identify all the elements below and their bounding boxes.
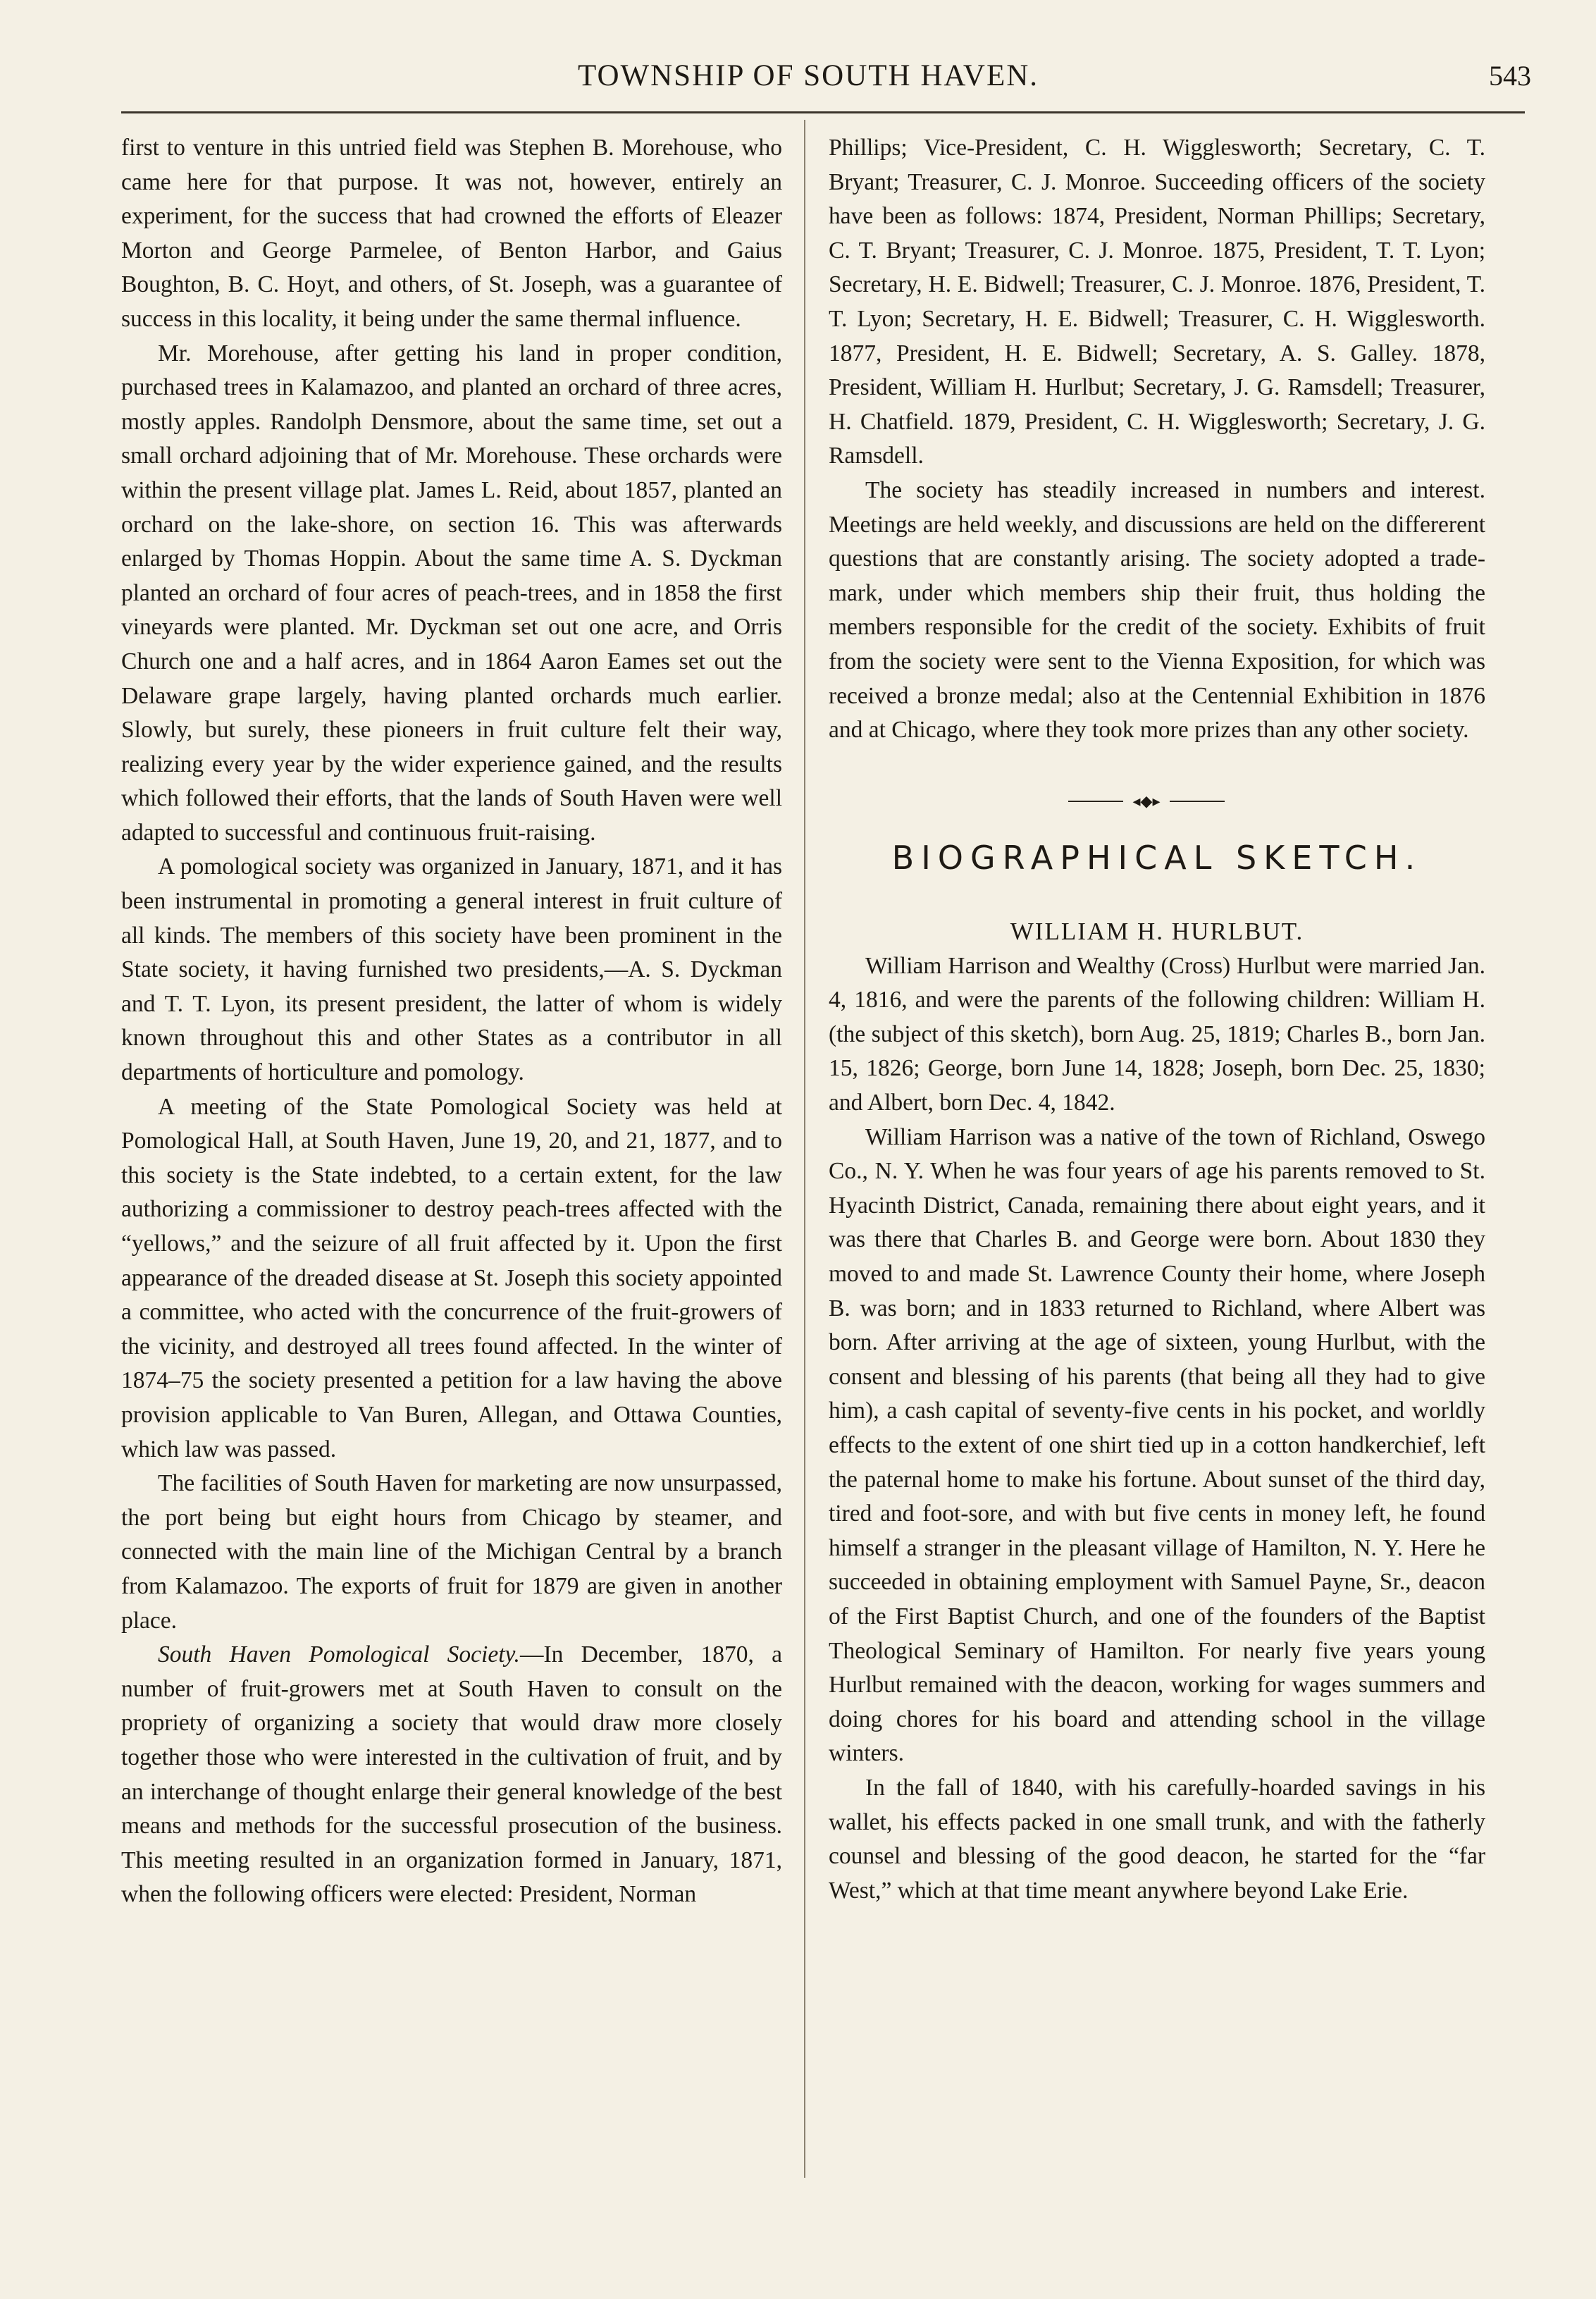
left-column [121, 131, 782, 1912]
paragraph-marketing: The facilities of South Haven for marketing are now unsurpassed, the port being but eight hours from Chicago by steamer, and connected with the main line of the Michigan Central by a branch from Kalamazoo. The exports of fruit for 1879 are given in another place. [121, 1470, 782, 1634]
paragraph-early-life: William Harrison was a native of the town of Richland, Oswego Co., N. Y. When he was four years of age his parents removed to St. Hyacinth District, Canada, remaining there about eight years, and it was there that Charles B. and George were born. About 1830 they moved to and made St. Lawrence County their home, where Joseph B. was born; and in 1833 returned to Richland, where Albert was born. After arriving at the age of sixteen, young Hurlbut, with the consent and blessing of his parents (that being all they had to give him), a cash capital of seventy-five cents in his pocket, and worldly effects to the extent of one shirt tied up in a cotton handkerchief, left the paternal home to make his fortune. About sunset of the third day, tired and foot-sore, and with but five cents in money left, he found himself a stranger in the pleasant village of Hamilton, N. Y. Here he succeeded in obtaining employment with Samuel Payne, Sr., deacon of the First Baptist Church, and one of the founders of the Baptist Theological Seminary of Hamilton. For nearly five years young Hurlbut remained with the deacon, working for wages summers and doing chores for his board and attending school in the village winters. [829, 1123, 1485, 1767]
running-head [0, 55, 1596, 97]
paragraph-journey-west: In the fall of 1840, with his carefully-hoarded savings in his wallet, his effects packed in one small trunk, and with the fatherly counsel and blessing of the good deacon, he started for the “far West,” which at that time meant anywhere beyond Lake Erie. [829, 1774, 1485, 1904]
paragraph-pomological-society: A pomological society was organized in January, 1871, and it has been instrumental in promoting a general interest in fruit culture of all kinds. The members of this society have been prominent in the State society, it having furnished two presidents,—A. S. Dyckman and T. T. Lyon, its present president, the latter of whom is widely known throughout this and other States as a contributor in all departments of horticulture and pomology. [121, 853, 782, 1086]
header-rule [121, 111, 1525, 113]
paragraph-society-history [121, 1638, 782, 1912]
paragraph-family: William Harrison and Wealthy (Cross) Hurlbut were married Jan. 4, 1816, and were the parents of the following children: William H. (the subject of this sketch), born Aug. 25, 1819; Charles B., born Jan. 15, 1826; George, born June 14, 1828; Joseph, born Dec. 25, 1830; and Albert, born Dec. 4, 1842. [829, 952, 1485, 1116]
paragraph-officers: Phillips; Vice-President, C. H. Wigglesworth; Secretary, C. T. Bryant; Treasurer, C. J. Monroe. Succeeding officers of the society have been as follows: 1874, President, Norman Phillips; Secretary, C. T. Bryant; Treasurer, C. J. Monroe. 1875, President, T. T. Lyon; Secretary, H. E. Bidwell; Treasurer, C. J. Monroe. 1876, President, T. T. Lyon; Secretary, H. E. Bidwell; Treasurer, C. H. Wigglesworth. 1877, President, H. E. Bidwell; Secretary, A. S. Galley. 1878, President, William H. Hurlbut; Secretary, J. G. Ramsdell; Treasurer, H. Chatfield. 1879, President, C. H. Wigglesworth; Secretary, J. G. Ramsdell. [829, 135, 1485, 469]
column-divider [804, 120, 805, 2178]
paragraph-society-growth: The society has steadily increased in numbers and interest. Meetings are held weekly, and discussions are held on the differerent questions that are constantly arising. The society adopted a trade-mark, under which members ship their fruit, thus holding the members responsible for the credit of the society. Exhibits of fruit from the society were sent to the Vienna Exposition, for which was received a bronze medal; also at the Centennial Exhibition in 1876 and at Chicago, where they took more prizes than any other society. [829, 476, 1485, 744]
ornament-rule-right [1170, 801, 1225, 802]
ornament-rule-left [1068, 801, 1123, 802]
page-number: 543 [1489, 60, 1531, 92]
subject-name: WILLIAM H. HURLBUT. [1010, 917, 1304, 945]
right-column [829, 131, 1485, 1908]
section-ornament [829, 791, 1485, 810]
society-history-text: —In December, 1870, a number of fruit-growers met at South Haven to consult on the propriety of organizing a society that would draw more closely together those who were interested in the cultivation of fruit, and by an interchange of thought enlarge their general knowledge of the best means and methods for the successful prosecution of the business. This meeting resulted in an organization formed in January, 1871, when the following officers were elected: President, Norman [121, 1641, 782, 1908]
paragraph-orchards: Mr. Morehouse, after getting his land in proper condition, purchased trees in Kalamazoo, and planted an orchard of three acres, mostly apples. Randolph Densmore, about the same time, set out a small orchard adjoining that of Mr. Morehouse. These orchards were within the present village plat. James L. Reid, about 1857, planted an orchard on the lake-shore, on section 16. This was afterwards enlarged by Thomas Hoppin. About the same time A. S. Dyckman planted an orchard of four acres of peach-trees, and in 1858 the first vineyards were planted. Mr. Dyckman set out one acre, and Orris Church one and a half acres, and in 1864 Aaron Eames set out the Delaware grape largely, having planted orchards much earlier. Slowly, but surely, these pioneers in fruit culture felt their way, realizing every year by the wider experience gained, and the results which followed their efforts, that the lands of South Haven were well adapted to successful and continuous fruit-raising. [121, 340, 782, 846]
society-heading: South Haven Pomological Society. [158, 1641, 520, 1668]
section-title: BIOGRAPHICAL SKETCH. [891, 838, 1423, 877]
paragraph-state-meeting: A meeting of the State Pomological Society was held at Pomological Hall, at South Haven, June 19, 20, and 21, 1877, and to this society is the State indebted, to a certain extent, for the law authorizing a commissioner to destroy peach-trees affected with the “yellows,” and the seizure of all fruit affected by it. Upon the first appearance of the dreaded disease at St. Joseph this society appointed a committee, who acted with the concurrence of the fruit-growers of the vicinity, and destroyed all trees found affected. In the winter of 1874–75 the society presented a petition for a law having the above provision applicable to Van Buren, Allegan, and Ottawa Counties, which law was passed. [121, 1093, 782, 1462]
paragraph-continued: first to venture in this untried field was Stephen B. Morehouse, who came here for that purpose. It was not, however, entirely an experiment, for the success that had crowned the efforts of Eleazer Morton and George Parmelee, of Benton Harbor, and Gaius Boughton, B. C. Hoyt, and others, of St. Joseph, was a guarantee of success in this locality, it being under the same thermal influence. [121, 135, 782, 332]
running-title: TOWNSHIP OF SOUTH HAVEN. [578, 59, 1039, 92]
ornament-diamond-icon: ◂◆▸ [1132, 791, 1161, 810]
